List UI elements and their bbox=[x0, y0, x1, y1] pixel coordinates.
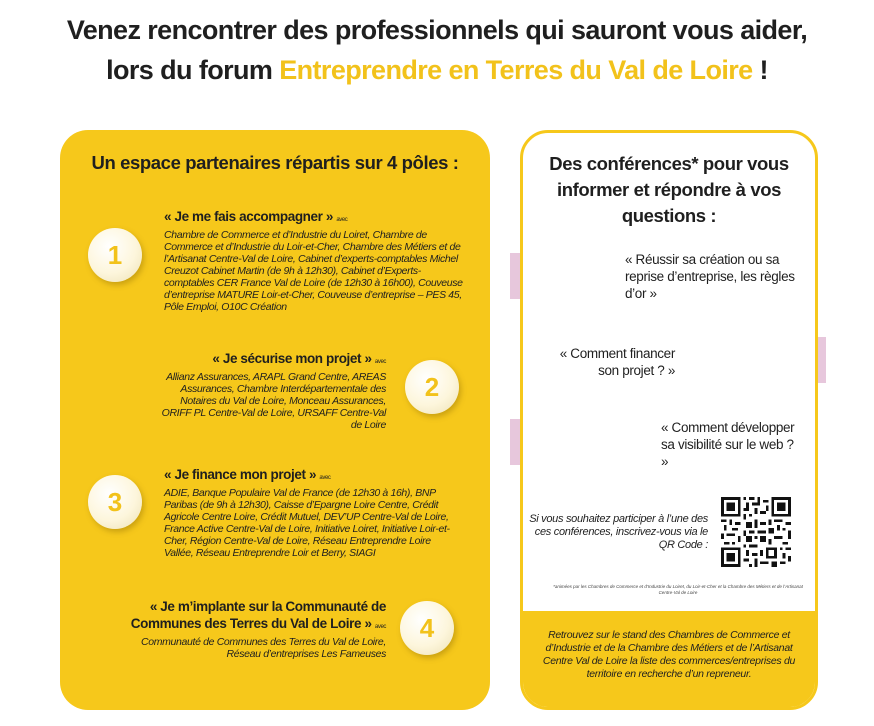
pole-3-partners: ADIE, Banque Populaire Val de France (de 12h30 à 16h), BNP Paribas (de 9h à 12h30), Caisse d’Epargne Loire Centre, Crédit Agricole Centre Loire, Crédit Mutuel, DEV’UP Centre-Val de Loire, France Active Centre-Val de Loire, Initiative Loiret, Initiative Loir-et-Cher, Région Centre-Val de Loire, Réseau Entreprendre Loire Vallée, Réseau Entreprendre Loir et Berry, SIAGI bbox=[164, 487, 450, 559]
conference-footnote: *animées par les Chambres de Commerce et d’Industrie du Loiret, du Loir-et-Cher et la Chambre des Métiers et de l’Artisanat Centre-Val de Loire bbox=[553, 584, 803, 595]
pole-4-avec: avec bbox=[374, 624, 386, 630]
repreneur-text: Retrouvez sur le stand des Chambres de Commerce et d’Industrie et de la Chambre des Métiers et de l’Artisanat Centre Val de Loire la liste des commerces/entreprises du territoire en recherche d’un repreneur. bbox=[542, 629, 796, 680]
headline-prefix: lors du forum bbox=[106, 55, 280, 85]
pole-4-title bbox=[120, 598, 386, 636]
pole-4-title-line-1: « Je m’implante sur la Communauté de bbox=[149, 599, 386, 614]
pole-2-badge: 2 bbox=[405, 360, 459, 414]
headline-line-2 bbox=[0, 50, 874, 90]
forum-name: Entreprendre en Terres du Val de Loire bbox=[279, 55, 753, 85]
pole-2-title-text: « Je sécurise mon projet » bbox=[212, 351, 372, 366]
partners-panel bbox=[60, 130, 490, 710]
pole-2-avec: avec bbox=[374, 359, 386, 365]
headline-suffix: ! bbox=[752, 55, 768, 85]
pole-3 bbox=[164, 466, 462, 559]
pole-3-avec: avec bbox=[319, 475, 331, 481]
pole-4-title-line-2 bbox=[120, 615, 386, 636]
pole-1-title bbox=[164, 208, 470, 229]
conferences-title: Des conférences* pour vous informer et répondre à vos questions : bbox=[549, 153, 789, 226]
headline-line-1: Venez rencontrer des professionnels qui sauront vous aider, bbox=[66, 15, 808, 45]
pole-3-badge: 3 bbox=[88, 475, 142, 529]
pole-1-partners: Chambre de Commerce et d’Industrie du Loiret, Chambre de Commerce et d’Industrie du Loir-et-Cher, Chambre des Métiers et de l’Artisanat Centre-Val de Loire, Cabinet d’experts-comptables Michel Creuzot Cabinet Martin (de 9h à 12h30), Cabinet d’Experts-comptables CER France Val de Loire (de 12h30 à 16h00), Couveuse d’entreprise MATURE Loir-et-Cher, Couveuse d’entreprise – PES 45, Pôle Emploi, O10C Création bbox=[164, 229, 463, 313]
repreneur-banner bbox=[523, 611, 815, 710]
pole-1-title-text: « Je me fais accompagner » bbox=[164, 209, 333, 224]
pole-3-title bbox=[164, 466, 462, 487]
pole-3-title-text: « Je finance mon projet » bbox=[164, 467, 317, 482]
pole-4-badge: 4 bbox=[400, 601, 454, 655]
conference-3-text: « Comment développer sa visibilité sur le web ? » bbox=[661, 420, 795, 469]
qr-code[interactable] bbox=[721, 497, 791, 567]
conference-2-text: « Comment financer son projet ? » bbox=[559, 346, 675, 378]
pole-1-badge: 1 bbox=[88, 228, 142, 282]
partners-title: Un espace partenaires répartis sur 4 pôles : bbox=[91, 152, 459, 173]
conferences-panel bbox=[520, 130, 818, 710]
pole-4-title-line-2-text: Communes des Terres du Val de Loire » bbox=[130, 616, 372, 631]
pole-1 bbox=[164, 208, 470, 313]
pole-4 bbox=[120, 598, 386, 660]
pole-4-partners: Communauté de Communes des Terres du Val de Loire, Réseau d’entreprises Les Fameuses bbox=[141, 636, 386, 660]
conference-1-text: « Réussir sa création ou sa reprise d’entreprise, les règles d’or » bbox=[625, 252, 795, 301]
pole-1-avec: avec bbox=[336, 217, 348, 223]
pole-2-title bbox=[160, 350, 386, 371]
pole-2 bbox=[160, 350, 386, 431]
qr-instructions: Si vous souhaitez participer à l’une des ces conférences, inscrivez-vous via le QR Code : bbox=[529, 513, 708, 551]
pole-2-partners: Allianz Assurances, ARAPL Grand Centre, AREAS Assurances, Chambre Interdépartementale des Notaires du Val de Loire, Monceau Assurances, ORIFF PL Centre-Val de Loire, URSAFF Centre-Val de Loire bbox=[161, 371, 386, 431]
headline bbox=[0, 10, 874, 90]
